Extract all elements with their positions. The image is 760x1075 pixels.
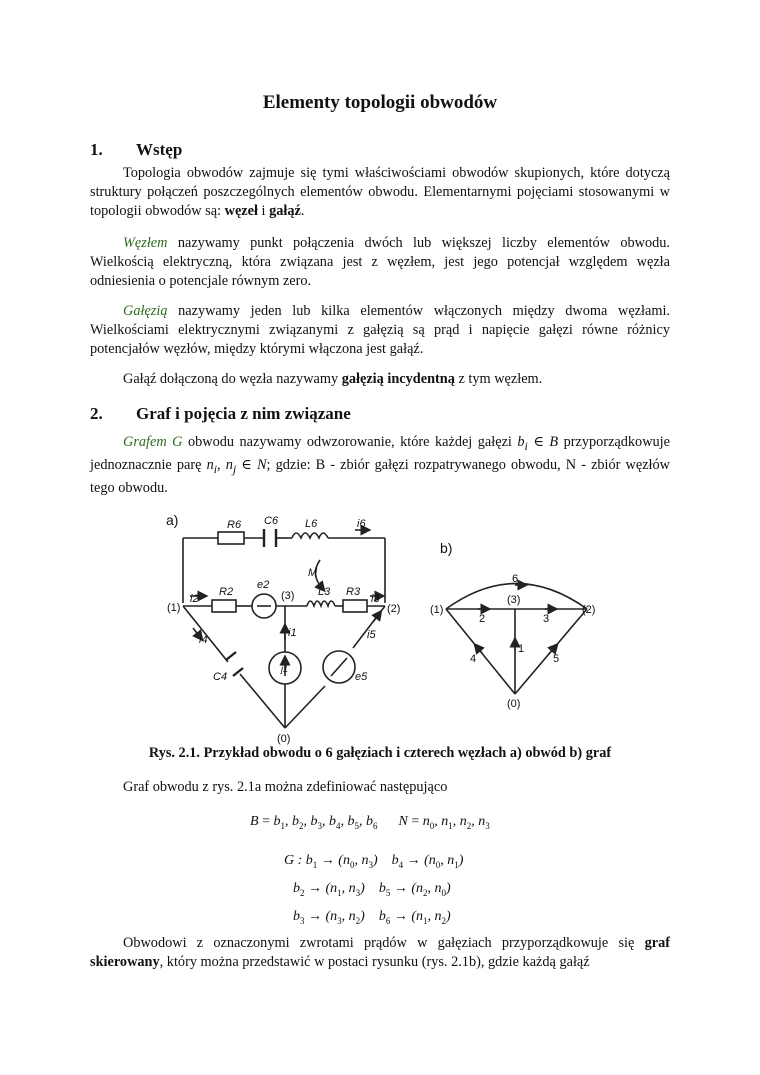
i2-label: i2 [190, 593, 199, 605]
c6-label: C6 [264, 515, 279, 527]
graph-branch-5: 5 [553, 653, 560, 665]
paragraph-text: ; gdzie: B - zbiór gałęzi rozpatrywanego obwodu, N - zbiór węzłów tego obwodu. [90, 456, 671, 496]
set-item: $b_2$ [291, 814, 304, 831]
r3-label: R3 [346, 586, 361, 598]
paragraph-text: Obwodowi z oznaczonymi zwrotami prądów w gałęziach przyporządkowuje się [123, 935, 645, 951]
i6-label: i6 [357, 518, 366, 530]
i3-label: i3 [371, 593, 380, 605]
graph-branch-6: 6 [512, 573, 519, 585]
resistor-r6 [218, 532, 244, 544]
mapping-3: $b_4 \to (n_0$, $n_1$) [391, 853, 464, 870]
defined-term: Grafem G [123, 434, 183, 450]
term-branch: gałąź [269, 203, 301, 219]
paragraph-text: Topologia obwodów zajmuje się tymi właściwościami obwodów skupionych, które dotyczą struktury połączeń poszczególnych elementów obwodu. Elementarnymi pojęciami stosowanymi w topologii obwodów są: [90, 165, 670, 219]
paragraph-node-definition [90, 234, 670, 291]
section-number: 1. [90, 140, 103, 159]
node-0-label: (0) [277, 733, 291, 745]
paragraph-text: Graf obwodu z rys. 2.1a można zdefiniować następująco [123, 779, 448, 795]
defined-term: Gałęzią [123, 303, 168, 319]
graph-branch-1: 1 [518, 643, 525, 655]
i1-label: i1 [288, 627, 297, 639]
label-a: a) [166, 512, 179, 528]
symbol-bi: $b_i$ [517, 434, 528, 453]
paragraph-text: nazywamy jeden lub kilka elementów włączonych między dwoma węzłami. Wielkościami elektrycznymi związanymi z gałęzią są prąd i napięcie gałęzi równe różnicy potencjałów węzłów, między którymi włączona jest gałąź. [90, 303, 670, 357]
e2-label: e2 [257, 579, 270, 591]
mapping-1: $b_2 \to (n_1$, $n_3$) [293, 880, 365, 898]
section-title: Graf i pojęcia z nim związane [136, 404, 351, 423]
term-node: węzeł [224, 203, 258, 219]
node-3-label: (3) [281, 590, 295, 602]
e5-label: e5 [355, 671, 368, 683]
page-title: Elementy topologii obwodów [262, 92, 498, 113]
resistor-r3 [343, 600, 367, 612]
inductor-l3 [307, 601, 335, 606]
graph-branch-2: 2 [479, 613, 486, 625]
paragraph-branch-definition [90, 302, 670, 359]
graph-branch-3: 3 [543, 613, 550, 625]
mapping-row: G : $b_1 \to (n_0$, $n_3$) $b_4 \to (n_0$, $n_1$) [284, 853, 464, 870]
section-2-heading [90, 404, 490, 426]
paragraph-intro [90, 164, 670, 221]
symbol-N: N [256, 456, 267, 473]
resistor-r2 [212, 600, 236, 612]
paragraph-text: z tym węzłem. [454, 371, 543, 387]
i5-label: i5 [367, 629, 376, 641]
graph-node-1: (1) [430, 604, 444, 616]
j1-label: j1 [281, 664, 289, 674]
graph-node-3: (3) [507, 594, 521, 606]
term-incident-branch: gałęzią incydentną [341, 371, 455, 387]
paragraph-text: obwodu nazywamy odwzorowanie, które każdej gałęzi [182, 434, 518, 450]
graph-branch-4: 4 [470, 653, 477, 665]
symbol-ni: $n_i$ [206, 456, 218, 476]
graph-node-2: (2) [582, 604, 596, 616]
figure-caption: Rys. 2.1. Przykład obwodu o 6 gałęziach i czterech węzłach a) obwód b) graf [148, 745, 612, 761]
graph-node-0: (0) [507, 698, 521, 710]
element-of: ∈ [236, 456, 257, 473]
paragraph-text: , który można przedstawić w postaci rysunku (rys. 2.1b), gdzie każdą gałąź [159, 954, 590, 970]
set-item: $b_3$ [310, 814, 322, 831]
set-item: $n_0$ [422, 814, 435, 831]
label-b: b) [440, 540, 453, 556]
paragraph-directed-graph [90, 934, 670, 972]
r6-label: R6 [227, 519, 242, 531]
set-item: $n_3$ [478, 814, 490, 831]
c4-label: C4 [213, 671, 228, 683]
set-item: $b_5$ [347, 814, 359, 831]
set-item: $b_1$ [273, 814, 285, 831]
section-title: Wstęp [136, 140, 183, 159]
set-item: $n_2$ [459, 814, 472, 831]
l3-label: L3 [318, 586, 331, 598]
mapping-5: $b_6 \to (n_1$, $n_2$) [378, 908, 451, 926]
conjunction: i [257, 203, 270, 219]
paragraph-graph-intro [123, 779, 447, 796]
paragraph-incident-branch [90, 370, 670, 389]
set-item: $n_1$ [441, 814, 453, 831]
mapping-row [284, 877, 463, 905]
inductor-l6 [292, 533, 328, 538]
set-item: $b_4$ [328, 814, 341, 831]
section-1-heading [90, 140, 390, 162]
set-b-items: $b_1$, $b_2$, $b_3$, $b_4$, $b_5$, $b_6$ [273, 814, 378, 831]
l6-label: L6 [305, 518, 318, 530]
mapping-0: $b_1 \to (n_0$, $n_3$) [305, 853, 378, 870]
mapping-row [284, 905, 463, 933]
graph-mapping [284, 849, 463, 932]
section-number: 2. [90, 404, 103, 423]
comma: , [217, 456, 226, 473]
mapping-2: $b_3 \to (n_3$, $n_2$) [293, 908, 365, 926]
node-1-label: (1) [167, 602, 181, 614]
set-n-items: $n_0$, $n_1$, $n_2$, $n_3$ [422, 814, 490, 831]
figure-circuit-and-graph [0, 500, 760, 745]
paragraph-text: nazywamy punkt połączenia dwóch lub większej liczby elementów obwodu. Wielkością elektryczną, która związana jest z węzłem, jest jego potencjał względem węzła odniesienia o potencjale równym zero. [90, 235, 670, 289]
paragraph-text: przyporządkowuje jednoznacznie parę [90, 434, 670, 473]
term-directed-graph: graf skierowany [90, 935, 670, 970]
set-item: $b_6$ [365, 814, 378, 831]
i4-label: i4 [199, 634, 208, 646]
paragraph-graph-definition [90, 433, 670, 498]
m-label: M [308, 567, 318, 579]
element-of: ∈ [527, 434, 550, 450]
period: . [300, 203, 305, 219]
symbol-nj: $n_j$ [225, 456, 237, 476]
equation-sets: $B = b_1$, $b_2$, $b_3$, $b_4$, $b_5$, $b_6$ $N = n_0$, $n_1$, $n_2$, $n_3$ [250, 814, 490, 831]
paragraph-text: Gałąź dołączoną do węzła nazywamy [123, 371, 342, 387]
r2-label: R2 [219, 586, 234, 598]
symbol-B: B [549, 434, 559, 450]
mapping-4: $b_5 \to (n_2$, $n_0$) [378, 880, 451, 898]
node-2-label: (2) [387, 603, 401, 615]
defined-term: Węzłem [123, 235, 168, 251]
